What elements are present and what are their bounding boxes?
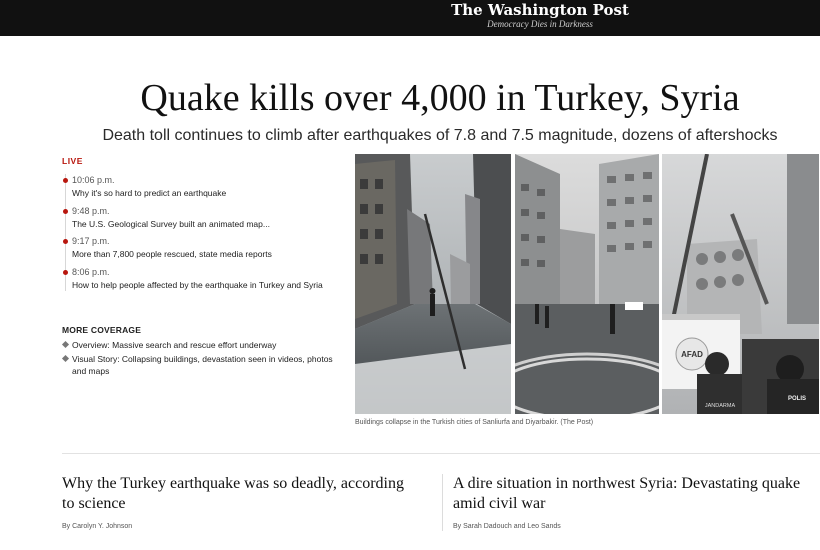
photo-rescue-crews[interactable] xyxy=(662,154,819,414)
story-byline: By Carolyn Y. Johnson xyxy=(62,523,133,530)
story-byline: By Sarah Dadouch and Leo Sands xyxy=(453,523,561,530)
timeline-dot-icon xyxy=(63,270,68,275)
live-update-list xyxy=(65,174,347,291)
live-update-link[interactable]: Why it's so hard to predict an earthquake xyxy=(72,188,227,198)
more-coverage-link[interactable]: Visual Story: Collapsing buildings, devastation seen in videos, photos and maps xyxy=(72,353,333,376)
section-divider xyxy=(62,453,820,454)
police-jacket-text: POLIS xyxy=(787,396,807,402)
live-update-item[interactable] xyxy=(66,205,347,231)
live-update-time: 10:06 p.m. xyxy=(72,175,115,185)
jandarma-jacket-text: JANDARMA xyxy=(704,403,736,409)
main-headline[interactable]: Quake kills over 4,000 in Turkey, Syria xyxy=(140,77,740,119)
masthead-tagline: Democracy Dies in Darkness xyxy=(487,19,593,29)
street-photo-image xyxy=(355,154,511,414)
masthead-link[interactable] xyxy=(430,1,650,30)
photo-square-damage[interactable] xyxy=(515,154,659,414)
story-headline-link[interactable]: Why the Turkey earthquake was so deadly, according to science xyxy=(62,475,404,512)
live-update-link[interactable]: How to help people affected by the earthquake in Turkey and Syria xyxy=(72,279,323,290)
subheadline: Death toll continues to climb after earthquakes of 7.8 and 7.5 magnitude, dozens of aftershocks xyxy=(102,127,778,144)
timeline-dot-icon xyxy=(63,239,68,244)
top-bar xyxy=(0,0,820,36)
live-update-item[interactable] xyxy=(66,266,347,292)
live-updates-panel xyxy=(62,156,347,296)
diamond-bullet-icon xyxy=(62,341,69,348)
live-update-item[interactable] xyxy=(66,174,347,200)
timeline-dot-icon xyxy=(63,178,68,183)
live-update-time: 9:48 p.m. xyxy=(72,205,110,216)
live-label: LIVE xyxy=(62,156,83,166)
photo-caption: Buildings collapse in the Turkish cities of Sanliurfa and Diyarbakir. (The Post) xyxy=(355,419,594,426)
square-photo-image xyxy=(515,154,659,414)
story-card[interactable] xyxy=(62,474,412,531)
live-update-time: 8:06 p.m. xyxy=(72,266,110,277)
washington-post-logo: The Washington Post xyxy=(451,1,629,19)
more-coverage-link[interactable]: Overview: Massive search and rescue effort underway xyxy=(72,340,277,350)
photo-street-collapse[interactable] xyxy=(355,154,511,414)
live-update-item[interactable] xyxy=(66,235,347,261)
story-card[interactable] xyxy=(442,474,820,531)
rescue-photo-image xyxy=(662,154,819,414)
more-coverage-panel xyxy=(62,325,347,379)
timeline-dot-icon xyxy=(63,209,68,214)
more-coverage-label: MORE COVERAGE xyxy=(62,325,142,335)
live-update-time: 9:17 p.m. xyxy=(72,236,110,246)
live-update-link[interactable]: More than 7,800 people rescued, state media reports xyxy=(72,249,272,259)
story-headline-link[interactable]: A dire situation in northwest Syria: Devastating quake amid civil war xyxy=(453,475,801,512)
afad-vehicle-text: AFAD xyxy=(681,350,703,359)
diamond-bullet-icon xyxy=(62,354,69,361)
more-coverage-item[interactable] xyxy=(62,339,347,352)
more-coverage-item[interactable] xyxy=(62,353,347,378)
live-update-link[interactable]: The U.S. Geological Survey built an animated map... xyxy=(72,218,270,229)
